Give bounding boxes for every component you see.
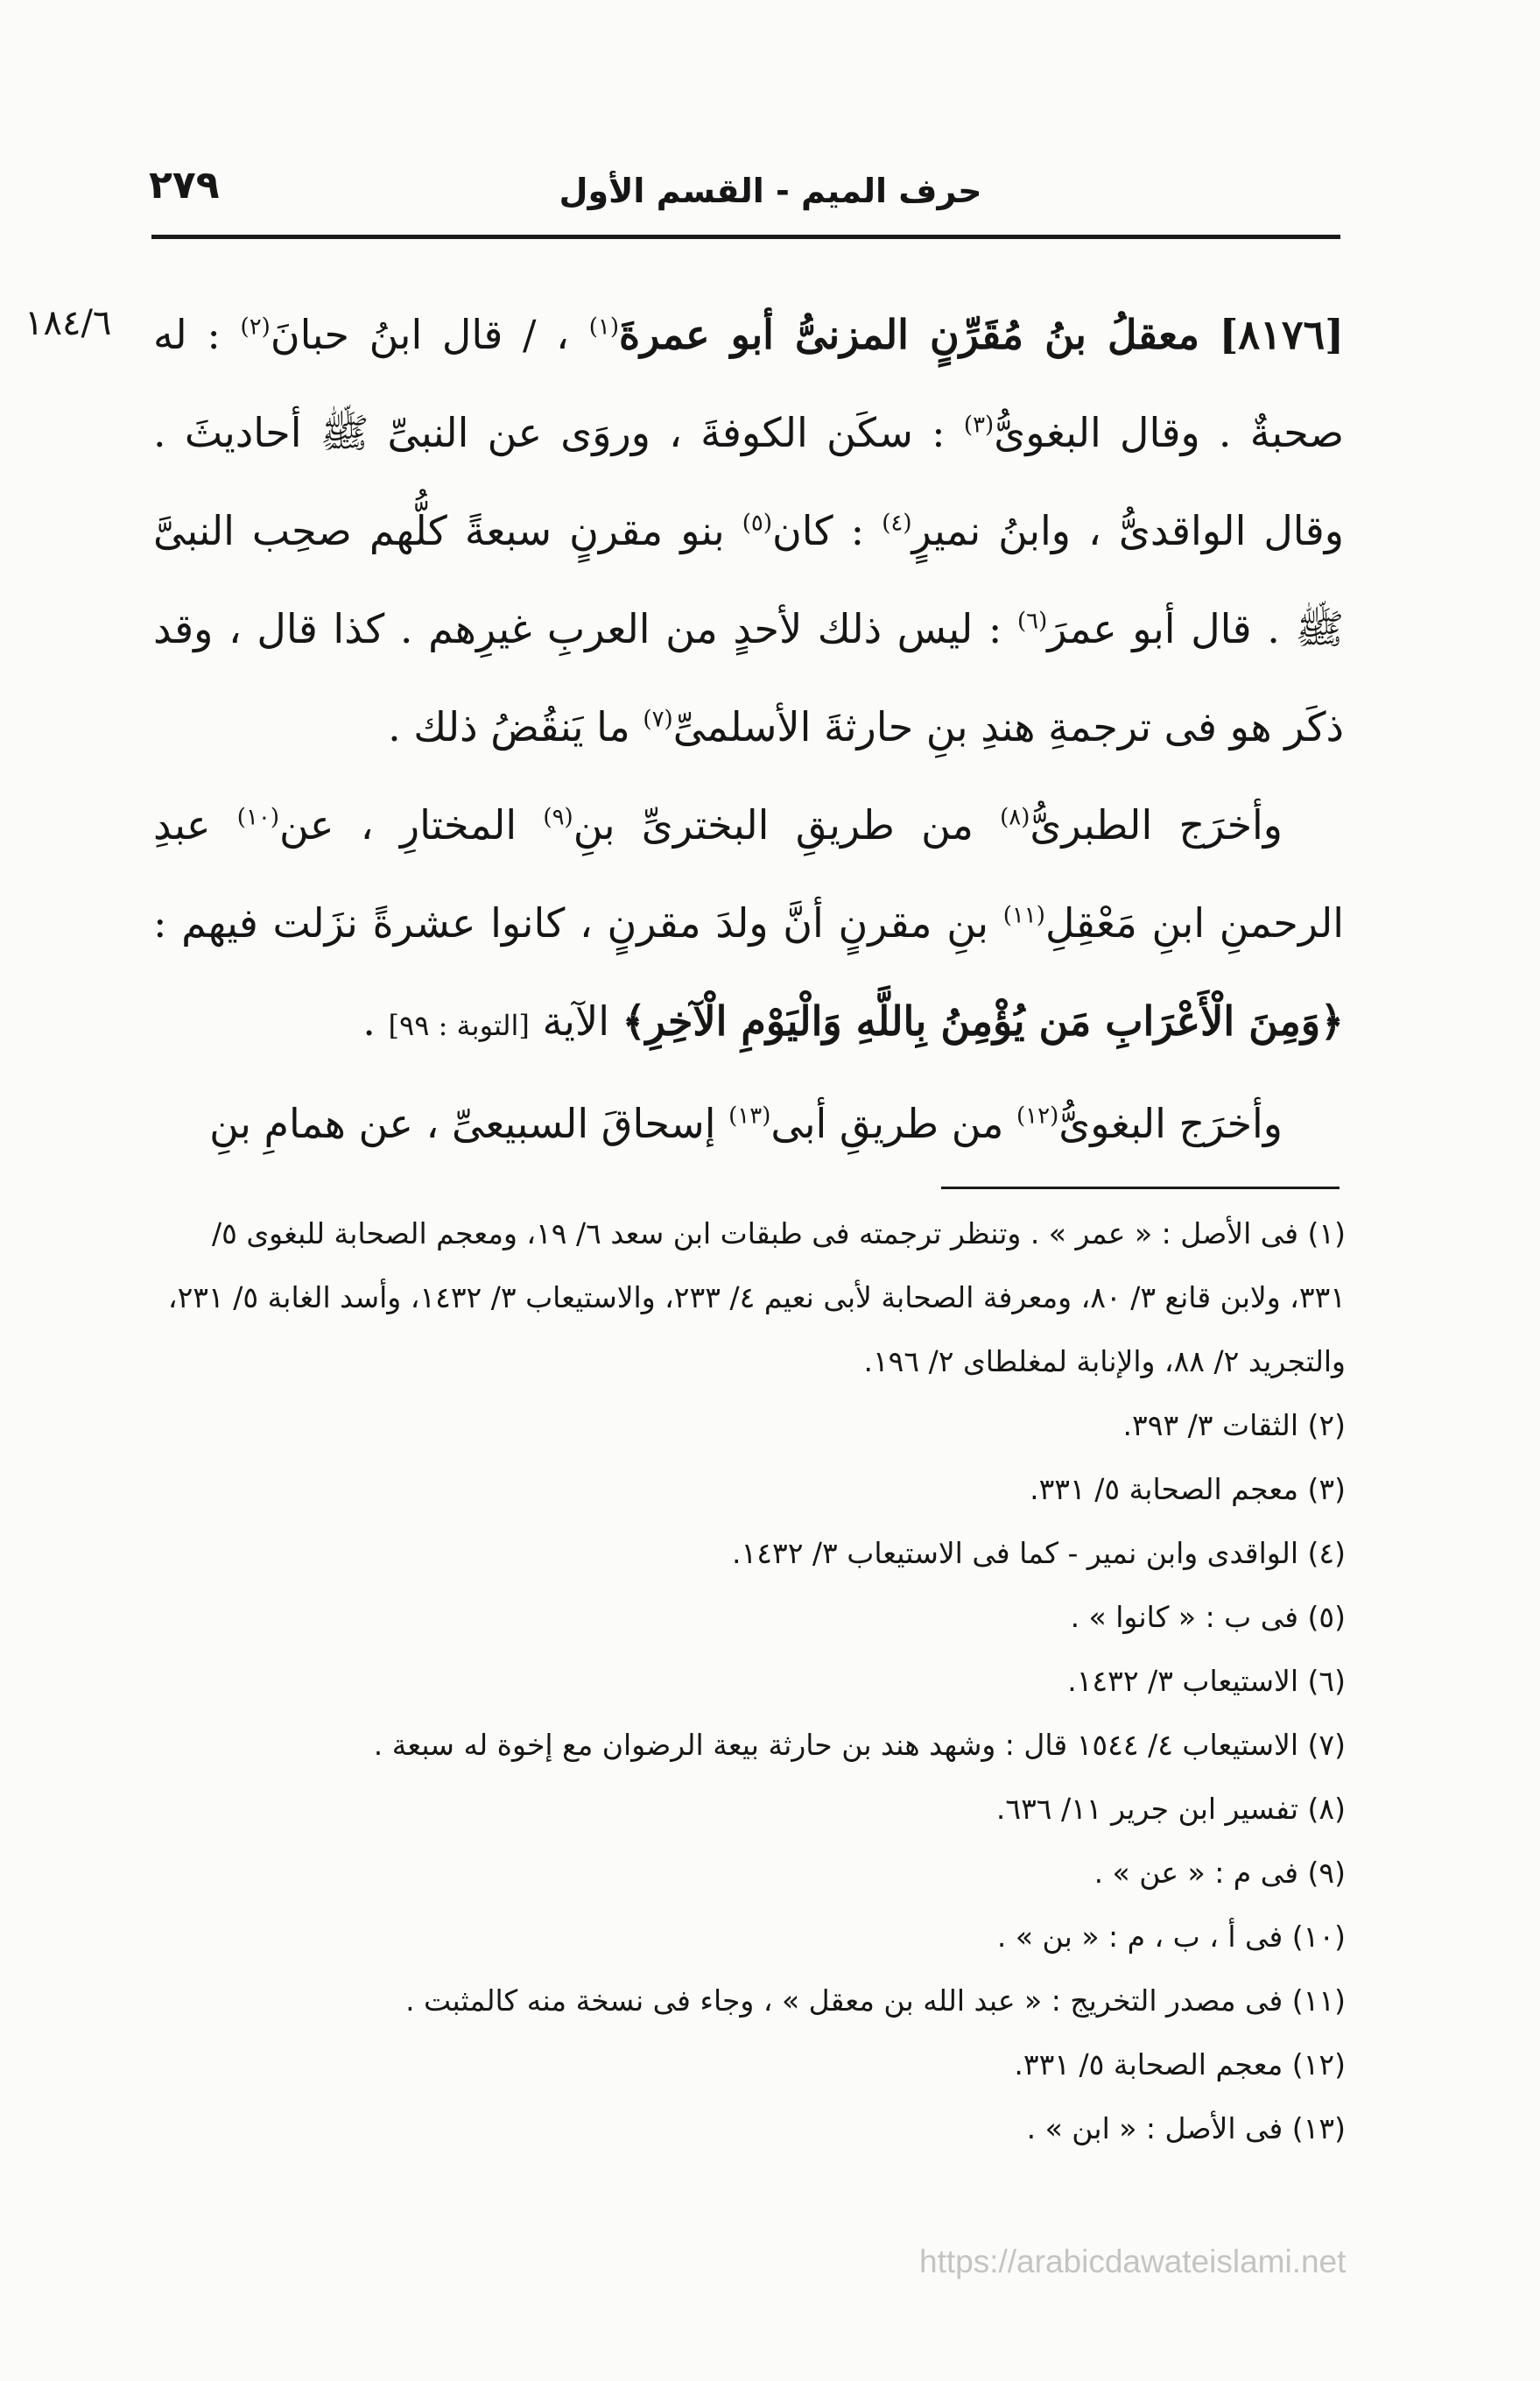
footnote-marker: (١): [588, 313, 619, 341]
text-run: المختارِ ، عن: [279, 801, 517, 849]
footnote-marker: (٧): [643, 706, 673, 733]
footnote-marker: (٨): [1000, 804, 1030, 831]
text-run: عبدِ الرحمنِ ابنِ مَعْقِلِ: [153, 801, 1344, 947]
main-text: [153, 285, 1344, 1173]
running-title: حرف الميم - القسم الأول: [559, 172, 982, 210]
footnote-2: (٢) الثقات ٣/ ٣٩٣.: [1122, 1408, 1346, 1442]
paragraph-baghawi: [153, 1074, 1344, 1173]
footnote-5: (٥) فى ب : « كانوا » .: [1070, 1600, 1346, 1634]
margin-reference: ١٨٤/٦: [25, 303, 112, 343]
footnote-8: (٨) تفسير ابن جرير ١١/ ٦٣٦.: [995, 1792, 1346, 1826]
footnotes: [153, 1201, 1346, 2160]
entry-number: [٨١٧٦]: [1219, 311, 1345, 358]
text-run: : ليس ذلك لأحدٍ من العربِ غيرِهم . كذا قال ، وقد ذكَر هو فى ترجمةِ هندِ بنِ حارثةَ الأسلمىِّ: [153, 605, 1344, 750]
quran-verse: ﴿وَمِنَ الْأَعْرَابِ مَن يُؤْمِنُ بِاللَّهِ وَالْيَوْمِ الْآخِرِ﴾: [622, 997, 1344, 1045]
footnote-marker: (٦): [1016, 608, 1048, 635]
footnote-marker: (١٣): [728, 1102, 771, 1130]
footnote-6: (٦) الاستيعاب ٣/ ١٤٣٢.: [1067, 1664, 1346, 1698]
footnote-4: (٤) الواقدى وابن نمير - كما فى الاستيعاب ٣/ ١٤٣٢.: [732, 1536, 1346, 1570]
footnote-marker: (٣): [963, 412, 995, 439]
quran-reference: [التوبة : ٩٩]: [388, 1009, 530, 1042]
text-run: : سكَن الكوفةَ ، وروَى عن النبىِّ ﷺ أحاديثَ . وقال الواقدىُّ ، وابنُ نميرٍ: [153, 409, 1345, 554]
footnote-3: (٣) معجم الصحابة ٥/ ٣٣١.: [1030, 1472, 1346, 1506]
text-run: ما يَنقُضُ ذلك .: [388, 703, 630, 750]
text-run: .: [362, 997, 376, 1045]
watermark: https://arabicdawateislami.net: [919, 2244, 1347, 2279]
text-run: من طريقِ البخترىِّ بنِ: [573, 801, 974, 849]
text-run: إسحاقَ السبيعىِّ ، عن همامِ بنِ: [209, 1100, 716, 1147]
entry-name: معقلُ بنُ مُقَرِّنٍ المزنىُّ أبو عمرةَ: [619, 311, 1199, 358]
footnote-9: (٩) فى م : « عن » .: [1093, 1856, 1346, 1890]
text-run: وأخرَج الطبرىُّ: [1030, 801, 1283, 849]
text-run: ، / قال ابنُ حبانَ: [270, 311, 570, 358]
footnote-10: (١٠) فى أ ، ب ، م : « بن » .: [996, 1920, 1346, 1954]
footnote-11: (١١) فى مصدر التخريج : « عبد الله بن معقل » ، وجاء فى نسخة منه كالمثبت .: [405, 1983, 1346, 2018]
footnote-marker: (١٢): [1016, 1102, 1059, 1130]
header-rule: [151, 235, 1340, 239]
footnote-1: (١) فى الأصل : « عمر » . وتنظر ترجمته فى طبقات ابن سعد ٦/ ١٩، ومعجم الصحابة للبغوى ٥/ ٣٣١، ولابن قانع ٣/ ٨٠، ومعرفة الصحابة لأبى نعيم ٤/ ٢٣٣، والاستيعاب ٣/ ١٤٣٢، وأسد الغابة ٥/ ٢٣١، والتجريد ٢/ ٨٨، والإنابة لمغلطاى ٢/ ١٩٦.: [167, 1216, 1346, 1378]
entry-paragraph: [153, 285, 1344, 776]
text-run: : كان: [771, 507, 865, 554]
text-run: بنو مقرنٍ سبعةً كلُّهم صحِب النبىَّ ﷺ . قال أبو عمرَ: [153, 507, 1345, 652]
text-run: الآية: [542, 997, 609, 1045]
footnote-marker: (٤): [882, 510, 912, 537]
footnote-marker: (٢): [240, 313, 271, 341]
text-run: وأخرَج البغوىُّ: [1058, 1100, 1283, 1147]
footnote-marker: (١٠): [236, 804, 280, 831]
footnote-marker: (٩): [543, 804, 573, 831]
footnote-marker: (٥): [742, 510, 772, 537]
text-run: : له صحبةٌ . وقال البغوىُّ: [153, 311, 1345, 456]
footnote-marker: (١١): [1002, 902, 1045, 929]
footnote-7: (٧) الاستيعاب ٤/ ١٥٤٤ قال : وشهد هند بن حارثة بيعة الرضوان مع إخوة له سبعة .: [373, 1728, 1346, 1762]
text-run: بنِ مقرنٍ أنَّ ولدَ مقرنٍ ، كانوا عشرةً نزَلت فيهم :: [153, 899, 989, 947]
page-number: ٢٧٩: [149, 163, 220, 208]
footnote-rule: [941, 1187, 1340, 1189]
text-run: من طريقِ أبى: [770, 1100, 1004, 1147]
footnote-13: (١٣) فى الأصل : « ابن » .: [1026, 2111, 1346, 2145]
paragraph-tabari: [153, 776, 1344, 1074]
footnote-12: (١٢) معجم الصحابة ٥/ ٣٣١.: [1014, 2047, 1346, 2082]
